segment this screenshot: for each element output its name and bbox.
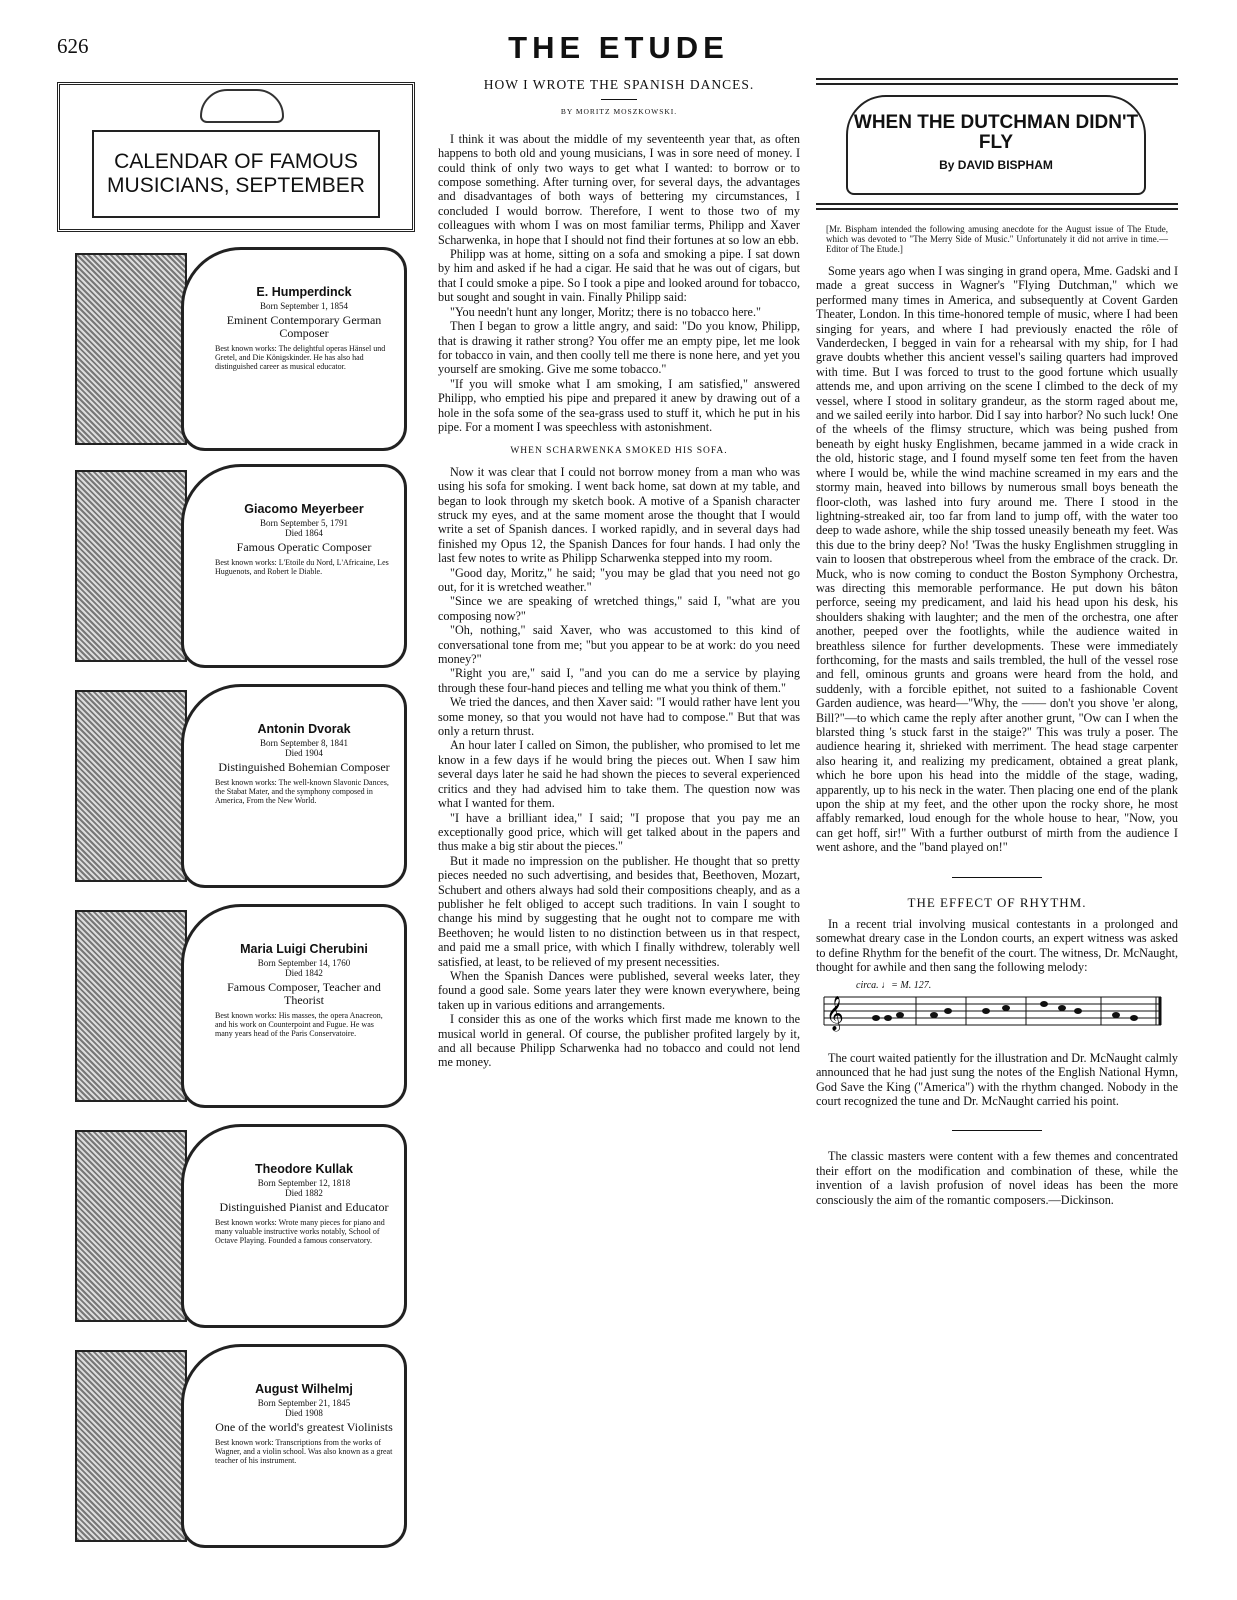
portrait-image: [75, 1130, 187, 1322]
paragraph: "Good day, Moritz," he said; "you may be glad that you need not go out, for it is wretched weather.": [438, 565, 800, 594]
divider: [952, 1130, 1042, 1131]
paragraph: Then I began to grow a little angry, and said: "Do you know, Philipp, that is drawing it rather strong? You offer me an empty pipe, let me look for tobacco in vain, and then coolly tell me there is none here, and yet you yourself are smoking. Give me some tobacco.": [438, 319, 800, 377]
portrait-image: [75, 253, 187, 445]
paragraph: "Oh, nothing," said Xaver, who was accustomed to this kind of conversational tone from me; "but you appear to be at work: do you need money?": [438, 623, 800, 667]
portrait-image: [75, 690, 187, 882]
right-column: [816, 78, 1178, 1207]
calendar-title: CALENDAR OF FAMOUS MUSICIANS, SEPTEMBER: [92, 130, 380, 218]
paragraph: But it made no impression on the publisher. He thought that so pretty pieces needed no such advertising, and besides that, Beethoven, Mozart, Schubert and others always had sold their compositions cheaply, and as a publisher he felt obliged to accept such traditions. In vain I sought to change his mind by suggesting that he ought not to compare me with Beethoven; he would listen to no distinction between us in that respect, and paid me a small price, with which I finally withdrew, tolerably well satisfied, at least, to be relieved of my present necessities.: [438, 853, 800, 969]
rhythm-title: THE EFFECT OF RHYTHM.: [907, 894, 1087, 910]
paragraph: We tried the dances, and then Xaver said: "I would rather have lent you some money, so that you would not have had to compose." But that was only a return thrust.: [438, 695, 800, 739]
paragraph: I consider this as one of the works which first made me known to the musical world in general. Of course, the publisher profited largely by it, and all because Philipp Scharwenka had no tobacco and could not lend me money.: [438, 1012, 800, 1070]
musician-born: Born September 12, 1818: [257, 1178, 351, 1188]
paragraph: "I have a brilliant idea," I said; "I propose that you pay me an exceptionally good price, which will get talked about in the papers and thus make a big stir about the pieces.": [438, 810, 800, 854]
treble-clef-icon: 𝄞: [826, 995, 844, 1031]
staff-svg: [816, 991, 1178, 1037]
editor-note: [Mr. Bispham intended the following amusing anecdote for the August issue of The Etude, which was devoted to "The Merry Side of Music." Unfortunately it did not arrive in time.—Editor of The Etude.]: [826, 224, 1168, 254]
musician-name: Giacomo Meyerbeer: [244, 502, 364, 516]
musician-card: [65, 1340, 415, 1552]
musician-card: [65, 680, 415, 892]
musician-description: Distinguished Pianist and Educator: [219, 1200, 389, 1214]
musician-works: Best known work: Transcriptions from the works of Wagner, and a violin school. Was also known as a great teacher of his instrument.: [215, 1438, 393, 1465]
musician-died: Died 1904: [285, 748, 323, 758]
divider: [952, 877, 1042, 878]
music-notation: [816, 979, 1178, 1041]
tempo-marking: circa. ♩= M. 127.: [856, 979, 932, 991]
musician-card: [65, 900, 415, 1112]
musician-works: Best known works: The well-known Slavonic Dances, the Stabat Mater, and the symphony composed in America, From the New World.: [215, 778, 389, 805]
musician-description: Famous Operatic Composer: [236, 540, 372, 554]
musician-name: Maria Luigi Cherubini: [240, 942, 368, 956]
subheading: WHEN SCHARWENKA SMOKED HIS SOFA.: [510, 446, 728, 457]
musician-born: Born September 14, 1760: [257, 958, 351, 968]
rhythm-intro: In a recent trial involving musical contestants in a prolonged and somewhat dreary case in the London courts, an expert witness was asked to define Rhythm for the benefit of the court. The witness, Dr. McNaught, thought for awhile and then sang the following melody:: [816, 917, 1178, 975]
musician-died: Died 1842: [285, 968, 323, 978]
musician-name: Theodore Kullak: [255, 1162, 353, 1176]
paragraph: An hour later I called on Simon, the publisher, who promised to let me know in a few days if he would bring the pieces out. When I saw him several days later he said he had shown the pieces to several experienced critics and they had advised him to take them. The question now was what I wanted for them.: [438, 738, 800, 811]
musician-name: Antonin Dvorak: [257, 722, 351, 736]
musician-born: Born September 8, 1841: [260, 738, 348, 748]
musician-card: [65, 243, 415, 455]
musician-born: Born September 5, 1791: [260, 518, 348, 528]
article-byline: BY MORITZ MOSZKOWSKI.: [560, 107, 678, 117]
musician-description: Eminent Contemporary German Composer: [226, 313, 382, 340]
page-number: 626: [57, 34, 89, 58]
musician-works: Best known works: L'Etoile du Nord, L'Africaine, Les Huguenots, and Robert le Diable.: [215, 558, 389, 576]
divider: [601, 99, 637, 100]
musician-card: [65, 460, 415, 672]
paragraph: "You needn't hunt any longer, Moritz; there is no tobacco here.": [450, 304, 761, 319]
musician-born: Born September 21, 1845: [257, 1398, 351, 1408]
paragraph: "Since we are speaking of wretched things," said I, "what are you composing now?": [438, 594, 800, 623]
musician-description: One of the world's greatest Violinists: [215, 1420, 393, 1434]
spanish-dances-article: [438, 78, 800, 1070]
musician-died: Died 1864: [285, 528, 323, 538]
musician-born: Born September 1, 1854: [260, 301, 348, 311]
paragraph: "Right you are," said I, "and you can do me a service by playing through these four-hand pieces and telling me what you think of them.": [438, 666, 800, 695]
musician-works: Best known works: The delightful operas Hänsel und Gretel, and Die Königskinder. He has also had distinguished career as musical educator.: [215, 344, 386, 371]
musician-works: Best known works: His masses, the opera Anacreon, and his work on Counterpoint and Fugue. He was many years head of the Paris Conservatoire.: [215, 1011, 383, 1038]
musician-works: Best known works: Wrote many pieces for piano and many valuable instructive works notably, School of Octave Playing. Founded a famous conservatory.: [215, 1218, 385, 1245]
portrait-image: [75, 1350, 187, 1542]
dutchman-title: WHEN THE DUTCHMAN DIDN'T FLY: [853, 112, 1139, 153]
musician-died: Died 1882: [285, 1188, 323, 1198]
musician-name: August Wilhelmj: [255, 1382, 353, 1396]
calendar-header-frame: [57, 82, 415, 232]
dutchman-byline: By DAVID BISPHAM: [939, 158, 1053, 172]
dutchman-header-frame: [816, 78, 1178, 210]
paragraph: I think it was about the middle of my seventeenth year that, as often happens to both old and young musicians, I was in sore need of money. I could think of only two ways to get what I wanted: to borrow or to compose something. After turning over, for several days, the advantages and disadvantages of both ways of bettering my circumstances, I concluded I would borrow. Therefore, I went to those two of my colleagues with whom I was on most familiar terms, Philipp and Xaver Scharwenka, in hope that I should not find their fortunes at so low an ebb.: [438, 131, 800, 247]
musician-description: Famous Composer, Teacher and Theorist: [227, 980, 381, 1007]
musician-name: E. Humperdinck: [256, 285, 352, 299]
portrait-image: [75, 910, 187, 1102]
ornament: [200, 89, 284, 123]
paragraph: When the Spanish Dances were published, several weeks later, they found a good sale. Some years later they were known everywhere, being taken up in various editions and arrangements.: [438, 968, 800, 1012]
paragraph: "If you will smoke what I am smoking, I am satisfied," answered Philipp, who emptied his pipe and prepared it anew by drawing out of a hole in the sofa some of the sea-grass used to stuff it, which he put in his pipe. For a moment I was speechless with astonishment.: [438, 376, 800, 434]
rhythm-after: The court waited patiently for the illustration and Dr. McNaught calmly announced that he had just sung the notes of the English National Hymn, God Save the King ("America") with the rhythm changed. Nobody in the court recognized the tune and Dr. McNaught carried his point.: [816, 1050, 1178, 1108]
masthead: THE ETUDE: [508, 30, 729, 65]
paragraph: Philipp was at home, sitting on a sofa and smoking a pipe. I sat down by him and asked if he had a cigar. He said that he was out of cigars, but that I could smoke a pipe. So I took a pipe and looked around for tobacco, but sought and sought in vain. Finally Philipp said:: [438, 247, 800, 305]
portrait-image: [75, 470, 187, 662]
paragraph: Now it was clear that I could not borrow money from a man who was using his sofa for smoking. I went back home, sat down at my table, and began to look through my sketch book. A motive of a Spanish character struck my eyes, and at the same moment arose the thought that I would write a set of Spanish dances. I worked rapidly, and in several days had finished my Opus 12, the Spanish Dances for four hands. I had only the last few notes to write as Philipp Scharwenka stepped into my room.: [438, 464, 800, 566]
article-title: HOW I WROTE THE SPANISH DANCES.: [483, 77, 755, 92]
musician-card: [65, 1120, 415, 1332]
musician-description: Distinguished Bohemian Composer: [218, 760, 390, 774]
closing-quote: The classic masters were content with a few themes and concentrated their effort on the modification and combination of these, while the invention of a lavish profusion of novel ideas has been the more consciously the aim of the romantic composers.—Dickinson.: [816, 1149, 1178, 1207]
musician-died: Died 1908: [285, 1408, 323, 1418]
dutchman-body: Some years ago when I was singing in grand opera, Mme. Gadski and I made a great success in Wagner's "Flying Dutchman," which we performed many times in America, and subsequently at Covent Garden Theater, London. In this time-honored temple of music, where I had been singing for years, and where I had previously enacted the rôle of Vanderdecken, I begged in vain for a rehearsal with my ship, for I had grave doubts whether this ancient vessel's sailing quarters had improved with time. But I was forced to trust to the good fortune which usually attends me, and upon arriving on the scene I climbed to the deck of my vessel, where I stood in solitary grandeur, as the storm raged about me, and we sailed eerily into harbor. Did I say into harbor? No such luck! One of the wheels of the flimsy structure, which was being pushed from beneath by eight husky Englishmen, became jammed in a wide crack in the old, historic stage, and I found myself some ten feet from the haven where I would be, while the wind machine screamed in my ears and the stormy main, heaved into billows by numerous small boys beneath the floor-cloth, was lashed into fury around me. There I stood in the lightning-streaked air, too far from land to jump off, with the water too deep to wade ashore, while the ship tossed uneasily beneath my feet. Was this due to the briny deep? No! 'Twas the husky Englishmen struggling in vain to loosen that obstreperous wheel from the embrace of the crack. Dr. Muck, who is now coming to conduct the Boston Symphony Orchestra, was directing this memorable performance. He put down his bâton perforce, seeing my predicament, and laid his head upon his desk, his shoulders shaking with laughter; and the men of the orchestra, one after another, peeped over the footlights, while the audience waited in breathless silence for further developments. These were immediately forthcoming, for the masts and sails trembled, the hull of the vessel rose and fell, ominous grunts and groans were heard from the hold, and suddenly, with a forcible epithet, not suited to a fashionable Covent Garden audience, was heard—"Why, the —— don't you shove 'er along, Bill?"—to which came the reply after another grunt, "Ow can I when the blarsted thing 's stuck farst in the staige?" This was truly a poser. The audience hearing it, shrieked with merriment. The head stage carpenter also hearing it, and realizing my predicament, obtained a great plank, which he bore upon his head into the middle of the stage, wading, apparently, up to his neck in the water. Then placing one end of the plank upon the ship at my feet, and the other upon the rocky shore, he most affably remarked, loud enough for the whole house to hear, "Now, you can get hoff, sir!" With a further outburst of mirth from the audience I went ashore, and the "band played on!": [816, 264, 1178, 855]
